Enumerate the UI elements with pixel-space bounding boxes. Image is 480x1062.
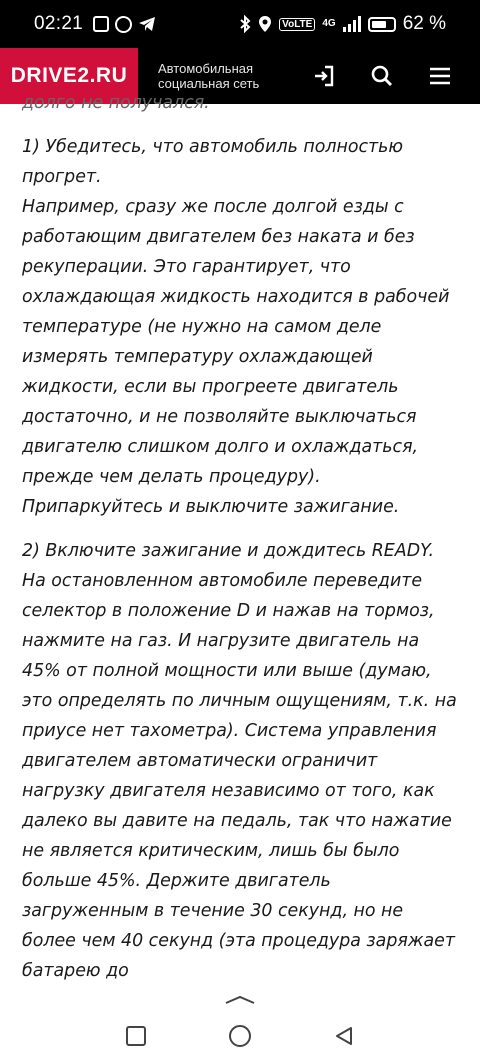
back-button[interactable] <box>332 1024 356 1048</box>
site-tagline: Автомобильная социальная сеть <box>158 61 260 91</box>
status-bar <box>0 0 480 48</box>
volte-badge: VoLTE <box>279 18 315 31</box>
article-content[interactable] <box>0 93 480 992</box>
battery-level: 62 % <box>402 13 446 34</box>
article-paragraph: 1) Убедитесь, что автомобиль полностью прогрет. Например, сразу же после долгой езды с работающим двигателем без наката и без рекуперации. Это гарантирует, что охлаждающая жидкость находится в рабочей температуре (не нужно на самом деле измерять температуру охлаждающей жидкости, если вы прогреете двигатель достаточно, и не позволяйте выключаться двигателю слишком долго и охлаждаться, прежде чем делать процедуру). Припаркуйтесь и выключите зажигание. <box>22 137 450 517</box>
menu-button[interactable] <box>426 62 454 90</box>
back-icon <box>333 1025 355 1047</box>
telegram-icon <box>138 16 156 32</box>
signal-icon <box>343 16 361 32</box>
network-type: 4G <box>322 18 336 29</box>
nfc-notification-icon <box>93 16 109 32</box>
search-icon <box>370 64 394 88</box>
home-button[interactable] <box>228 1024 252 1048</box>
login-button[interactable] <box>310 62 338 90</box>
chevron-up-icon <box>223 992 257 1006</box>
site-logo[interactable]: DRIVE2.RU <box>0 48 138 104</box>
home-icon <box>228 1024 252 1048</box>
alarm-notification-icon <box>115 16 132 33</box>
article-body <box>22 88 462 1000</box>
system-icons <box>239 13 446 35</box>
notification-icons <box>93 16 156 33</box>
gesture-handle[interactable] <box>0 992 480 1010</box>
recent-apps-button[interactable] <box>124 1024 148 1048</box>
search-button[interactable] <box>368 62 396 90</box>
article-paragraph: 2) Включите зажигание и дождитесь READY. На остановленном автомобиле переведите селектор в положение D и нажав на тормоз, нажмите на газ. И нагрузите двигатель на 45% от полной мощности или выше (думаю, это определять по личным ощущениям, т.к. на приусе нет тахометра). Система управления двигателем автоматически ограничит нагрузку двигателя независимо от того, как далеко вы давите на педаль, так что нажатие не является критическим, лишь бы было больше 45%. Держите двигатель загруженным в течение 30 секунд, но не более чем 40 секунд (эта процедура заряжает батарею до <box>22 541 457 981</box>
recent-apps-icon <box>125 1025 147 1047</box>
location-icon <box>258 15 272 33</box>
system-nav-bar <box>0 1010 480 1062</box>
battery-icon <box>368 17 396 32</box>
article-paragraph: долго не получался. <box>22 93 210 113</box>
bluetooth-icon <box>239 15 251 33</box>
menu-icon <box>428 64 452 88</box>
status-time: 02:21 <box>34 13 84 34</box>
login-icon <box>312 64 336 88</box>
